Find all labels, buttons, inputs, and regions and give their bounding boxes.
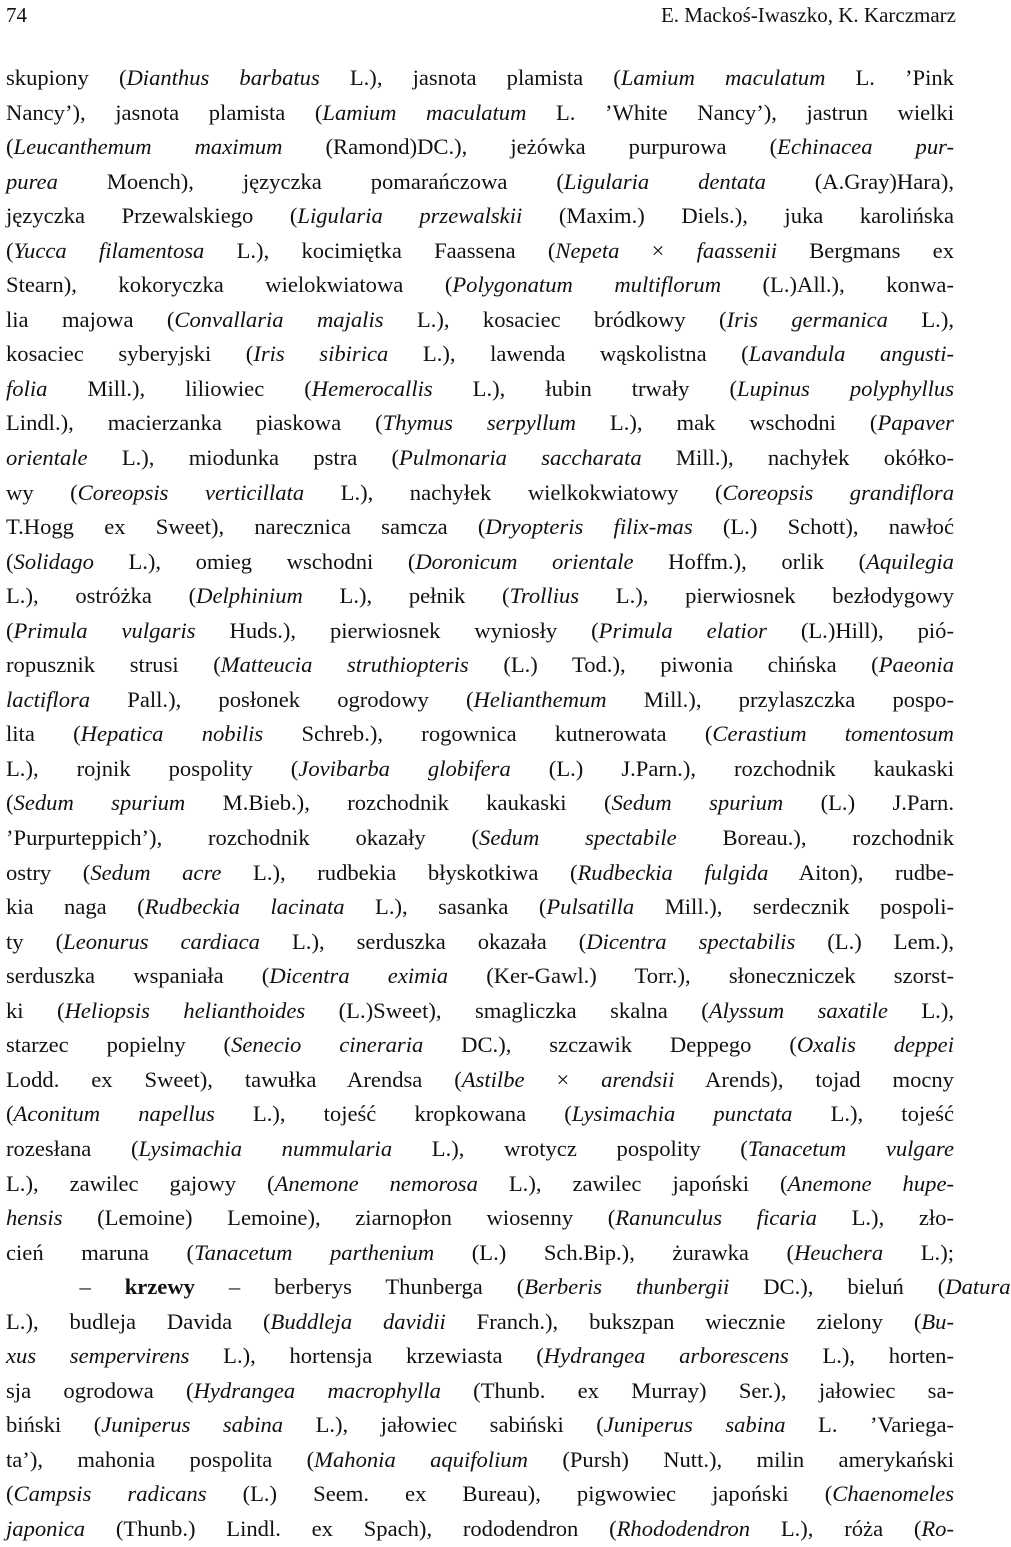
italic-run: Yucca filamentosa	[13, 237, 205, 263]
text-run: biński (	[6, 1412, 102, 1438]
text-line	[6, 234, 954, 269]
italic-run: Lysimachia nummularia	[138, 1135, 393, 1161]
text-run: (Ker-Gawl.) Torr.), słoneczniczek szorst-	[448, 963, 954, 989]
text-line	[6, 683, 954, 718]
italic-run: Pulmonaria saccharata	[399, 445, 642, 471]
italic-run: Sedum spurium	[611, 790, 784, 816]
text-run: Stearn), kokoryczka wielokwiatowa (	[6, 272, 453, 298]
text-line	[6, 1097, 954, 1132]
text-run: ki (	[6, 997, 65, 1023]
text-run: L. ’Variega-	[785, 1412, 955, 1438]
text-run: L.), sasanka (	[344, 894, 547, 920]
text-run: (A.Gray)Hara),	[765, 168, 954, 194]
italic-run: Anemone hupe-	[787, 1170, 954, 1196]
text-run: Schreb.), rogownica kutnerowata (	[263, 721, 713, 747]
italic-run: Helianthemum	[473, 686, 607, 712]
text-run: Bergmans ex	[777, 237, 955, 263]
text-run: L.), jałowiec sabiński (	[283, 1412, 604, 1438]
text-line	[6, 1201, 954, 1236]
italic-run: Mahonia aquifolium	[314, 1446, 528, 1472]
text-line	[6, 545, 954, 580]
italic-run: Hydrangea macrophylla	[193, 1377, 441, 1403]
text-run: Lindl.), macierzanka piaskowa (	[6, 410, 383, 436]
text-run: L.),	[887, 306, 954, 332]
text-run: ta’), mahonia pospolita (	[6, 1446, 315, 1472]
italic-run: folia	[6, 375, 48, 401]
text-line	[6, 441, 954, 476]
italic-run: Tanacetum vulgare	[747, 1135, 954, 1161]
italic-run: Trollius	[509, 583, 580, 609]
italic-run: Delphinium	[196, 583, 303, 609]
bold-run: krzewy	[124, 1274, 195, 1300]
italic-run: Ro-	[921, 1515, 954, 1541]
text-run: DC.), bieluń (	[729, 1274, 946, 1300]
italic-run: Primula elatior	[598, 617, 767, 643]
italic-run: Sedum acre	[90, 859, 222, 885]
text-line	[6, 130, 954, 165]
text-line	[6, 1443, 954, 1478]
italic-run: faassenii	[696, 237, 777, 263]
text-run: Arends), tojad mocny	[674, 1066, 954, 1092]
text-run: serduszka wspaniała (	[6, 963, 270, 989]
italic-run: Hepatica nobilis	[80, 721, 264, 747]
text-line	[6, 752, 954, 787]
italic-run: Dicentra spectabilis	[586, 928, 796, 954]
text-line	[6, 648, 954, 683]
italic-run: lactiflora	[6, 686, 91, 712]
text-line	[6, 61, 954, 96]
italic-run: Solidago	[13, 548, 94, 574]
text-run: Moench), języczka pomarańczowa (	[57, 168, 564, 194]
text-run: L.), miodunka pstra (	[87, 445, 400, 471]
text-run: L.), kosaciec bródkowy (	[383, 306, 727, 332]
text-run: (L.) Lem.),	[795, 928, 955, 954]
page-number: 74	[6, 3, 27, 27]
italic-run: Senecio cineraria	[231, 1032, 424, 1058]
italic-run: Ligularia przewalskii	[297, 203, 523, 229]
italic-run: Juniperus sabina	[603, 1412, 786, 1438]
text-run: Nancy’), jasnota plamista (	[6, 99, 323, 125]
italic-run: Berberis thunbergii	[524, 1274, 730, 1300]
italic-run: Aconitum napellus	[13, 1101, 215, 1127]
italic-run: Pulsatilla	[546, 894, 635, 920]
italic-run: xus sempervirens	[6, 1343, 190, 1369]
text-line	[6, 856, 954, 891]
text-run: ’Purpurteppich’), rozchodnik okazały (	[6, 825, 480, 851]
text-run: wy (	[6, 479, 78, 505]
italic-run: Leonurus cardiaca	[63, 928, 260, 954]
text-line	[6, 337, 954, 372]
italic-run: Primula vulgaris	[13, 617, 196, 643]
text-run: M.Bieb.), rozchodnik kaukaski (	[185, 790, 612, 816]
text-line	[6, 372, 954, 407]
text-run: L. ’White Nancy’), jastrun wielki	[526, 99, 954, 125]
text-run: (L.) J.Parn.), rozchodnik kaukaski	[510, 755, 954, 781]
text-line	[6, 406, 954, 441]
text-run: cień maruna (	[6, 1239, 195, 1265]
italic-run: Dianthus barbatus	[126, 65, 320, 90]
italic-run: hensis	[6, 1205, 63, 1231]
text-run: L. ’Pink	[825, 65, 954, 90]
italic-run: Thymus serpyllum	[382, 410, 576, 436]
text-run: (L.)Sweet), smagliczka skalna (	[305, 997, 709, 1023]
text-run: Lodd. ex Sweet), tawułka Arendsa (	[6, 1066, 462, 1092]
text-run: (L.) Seem. ex Bureau), pigwowiec japoński (	[206, 1481, 833, 1507]
italic-run: Aquilegia	[866, 548, 954, 574]
text-line	[6, 96, 954, 131]
text-run: skupiony (	[6, 65, 127, 90]
text-run: L.), jasnota plamista (	[319, 65, 621, 90]
italic-run: Bu-	[921, 1308, 954, 1334]
text-line	[6, 510, 954, 545]
text-run: L.), ostróżka (	[6, 583, 197, 609]
text-run: (Pursh) Nutt.), milin amerykański	[528, 1446, 954, 1472]
text-line	[6, 268, 954, 303]
italic-run: Lamium maculatum	[322, 99, 527, 125]
text-run: Franch.), bukszpan wiecznie zielony (	[445, 1308, 922, 1334]
italic-run: Echinacea pur-	[777, 134, 954, 160]
text-line	[6, 994, 954, 1029]
text-run: T.Hogg ex Sweet), narecznica samcza (	[6, 514, 486, 540]
italic-run: Coreopsis grandiflora	[722, 479, 955, 505]
italic-run: Paeonia	[878, 652, 954, 678]
text-line	[6, 1374, 954, 1409]
text-run: L.), zawilec japoński (	[477, 1170, 788, 1196]
text-run: lia majowa (	[6, 306, 175, 332]
text-line	[6, 303, 954, 338]
text-run: kia naga (	[6, 894, 145, 920]
italic-run: Lupinus polyphyllus	[737, 375, 954, 401]
text-line	[6, 614, 954, 649]
text-line	[6, 579, 954, 614]
text-run: (	[6, 134, 14, 160]
text-run: Mill.), przylaszczka pospo-	[606, 686, 954, 712]
italic-run: Doronicum orientale	[415, 548, 634, 574]
text-run: (L.) Tod.), piwonia chińska (	[468, 652, 879, 678]
text-line	[6, 1305, 954, 1340]
text-run: L.), wrotycz pospolity (	[392, 1135, 748, 1161]
text-line	[6, 1132, 954, 1167]
text-run: ty (	[6, 928, 64, 954]
text-run: (Thunb.) Lindl. ex Spach), rododendron (	[85, 1515, 617, 1541]
text-line	[6, 717, 954, 752]
text-run: Aiton), rudbe-	[768, 859, 954, 885]
italic-run: Hemerocallis	[311, 375, 433, 401]
text-run: Boreau.), rozchodnik	[676, 825, 954, 851]
italic-run: Hydrangea arborescens	[543, 1343, 789, 1369]
italic-run: Dryopteris filix-mas	[485, 514, 693, 540]
text-run: L.), omieg wschodni (	[93, 548, 416, 574]
text-run: kosaciec syberyjski (	[6, 341, 254, 367]
text-run: L.), nachyłek wielkokwiatowy (	[304, 479, 723, 505]
italic-run: Rudbeckia lacinata	[144, 894, 345, 920]
italic-run: Ligularia dentata	[563, 168, 766, 194]
text-run: (Lemoine) Lemoine), ziarnopłon wiosenny (	[62, 1205, 616, 1231]
italic-run: Alyssum saxatile	[708, 997, 888, 1023]
italic-run: Heliopsis helianthoides	[64, 997, 306, 1023]
text-run: – berberys Thunberga (	[194, 1274, 525, 1300]
running-head-authors: E. Mackoś-Iwaszko, K. Karczmarz	[660, 3, 956, 27]
text-line	[6, 1408, 954, 1443]
text-line	[6, 1167, 954, 1202]
text-line	[6, 1339, 954, 1374]
italic-run: Matteucia struthiopteris	[220, 652, 469, 678]
text-run: L.), pełnik (	[302, 583, 510, 609]
text-run: Mill.), serdecznik pospoli-	[634, 894, 955, 920]
text-run: L.), horten-	[788, 1343, 955, 1369]
italic-run: Buddleja davidii	[270, 1308, 446, 1334]
text-run: (	[6, 1481, 14, 1507]
text-run: (L.) J.Parn.	[783, 790, 954, 816]
text-run: Mill.), nachyłek okółko-	[641, 445, 954, 471]
italic-run: Lavandula angusti-	[748, 341, 954, 367]
text-run: (L.)Hill), pió-	[766, 617, 955, 643]
text-run: Pall.), posłonek ogrodowy (	[90, 686, 474, 712]
text-run: L.), budleja Davida (	[6, 1308, 271, 1334]
italic-run: Astilbe	[461, 1066, 525, 1092]
text-run: L.), mak wschodni (	[575, 410, 878, 436]
italic-run: Chaenomeles	[832, 1481, 954, 1507]
italic-run: Campsis radicans	[13, 1481, 207, 1507]
italic-run: Polygonatum multiflorum	[452, 272, 722, 298]
italic-run: Ranunculus ficaria	[615, 1205, 817, 1231]
text-run: ×	[524, 1066, 602, 1092]
text-run: rozesłana (	[6, 1135, 139, 1161]
text-run: (	[6, 548, 14, 574]
text-run: (L.) Sch.Bip.), żurawka (	[434, 1239, 795, 1265]
text-line	[6, 959, 954, 994]
text-run: L.), zło-	[816, 1205, 954, 1231]
body-text	[6, 61, 1011, 1547]
italic-run: purea	[6, 168, 58, 194]
italic-run: Lamium maculatum	[620, 65, 826, 90]
text-run: ×	[619, 237, 697, 263]
italic-run: Coreopsis verticillata	[77, 479, 305, 505]
text-line	[6, 786, 954, 821]
text-run: L.), tojeść kropkowana (	[214, 1101, 572, 1127]
italic-run: orientale	[6, 445, 88, 471]
italic-run: Heuchera	[794, 1239, 884, 1265]
text-run: L.), łubin trwały (	[432, 375, 737, 401]
italic-run: Anemone nemorosa	[274, 1170, 478, 1196]
italic-run: Tanacetum parthenium	[194, 1239, 435, 1265]
text-run: ropusznik strusi (	[6, 652, 221, 678]
text-run: Huds.), pierwiosnek wyniosły (	[195, 617, 599, 643]
text-line	[6, 199, 954, 234]
text-run: (	[6, 237, 14, 263]
text-run: (	[6, 1101, 14, 1127]
text-run: (Thunb. ex Murray) Ser.), jałowiec sa-	[440, 1377, 954, 1403]
italic-run: Iris sibirica	[253, 341, 389, 367]
text-run: L.), rudbekia błyskotkiwa (	[221, 859, 578, 885]
italic-run: Juniperus sabina	[101, 1412, 284, 1438]
text-run: (	[6, 617, 14, 643]
text-run: L.);	[883, 1239, 954, 1265]
text-line	[6, 925, 954, 960]
italic-run: Nepeta	[555, 237, 620, 263]
text-run: (	[6, 790, 14, 816]
text-line	[6, 1236, 954, 1271]
italic-run: Convallaria majalis	[174, 306, 384, 332]
text-line	[6, 1512, 954, 1547]
italic-run: Rhododendron	[616, 1515, 751, 1541]
text-run: L.), lawenda wąskolistna (	[388, 341, 749, 367]
text-line	[6, 890, 954, 925]
text-run: L.), rojnik pospolity (	[6, 755, 299, 781]
text-line	[6, 821, 954, 856]
text-run: (Ramond)DC.), jeżówka purpurowa (	[282, 134, 778, 160]
italic-run: Datura	[945, 1274, 1011, 1300]
text-line	[6, 165, 954, 200]
text-run: Mill.), liliowiec (	[47, 375, 312, 401]
text-run: (L.) Schott), nawłoć	[692, 514, 954, 540]
text-run: L.), kocimiętka Faassena (	[204, 237, 556, 263]
italic-run: japonica	[6, 1515, 86, 1541]
italic-run: Sedum spurium	[13, 790, 186, 816]
text-run: L.),	[887, 997, 954, 1023]
text-run: starzec popielny (	[6, 1032, 232, 1058]
italic-run: Lysimachia punctata	[571, 1101, 793, 1127]
italic-run: Iris germanica	[726, 306, 888, 332]
text-line	[6, 476, 954, 511]
text-run: sja ogrodowa (	[6, 1377, 194, 1403]
text-run: L.), róża (	[750, 1515, 922, 1541]
text-run: –	[6, 1274, 125, 1300]
italic-run: Dicentra eximia	[269, 963, 449, 989]
italic-run: Sedum spectabile	[479, 825, 677, 851]
italic-run: Leucanthemum maximum	[13, 134, 283, 160]
text-run: ostry (	[6, 859, 91, 885]
text-run: L.), hortensja krzewiasta (	[189, 1343, 544, 1369]
text-run: DC.), szczawik Deppego (	[423, 1032, 797, 1058]
italic-run: arendsii	[601, 1066, 675, 1092]
text-line	[6, 1477, 954, 1512]
italic-run: Rudbeckia fulgida	[577, 859, 769, 885]
text-line	[6, 1063, 954, 1098]
text-run: L.), tojeść	[792, 1101, 954, 1127]
text-run: L.), pierwiosnek bezłodygowy	[579, 583, 954, 609]
italic-run: Oxalis deppei	[796, 1032, 954, 1058]
text-line	[6, 1028, 954, 1063]
text-run: L.), zawilec gajowy (	[6, 1170, 275, 1196]
text-line	[6, 1270, 1011, 1305]
page-header	[6, 2, 956, 28]
text-run: języczka Przewalskiego (	[6, 203, 298, 229]
text-run: (L.)All.), konwa-	[721, 272, 954, 298]
text-run: Hoffm.), orlik (	[633, 548, 867, 574]
italic-run: Papaver	[877, 410, 954, 436]
italic-run: Jovibarba globifera	[298, 755, 511, 781]
text-run: L.), serduszka okazała (	[259, 928, 587, 954]
text-run: lita (	[6, 721, 81, 747]
text-run: (Maxim.) Diels.), juka karolińska	[522, 203, 954, 229]
italic-run: Cerastium tomentosum	[712, 721, 954, 747]
